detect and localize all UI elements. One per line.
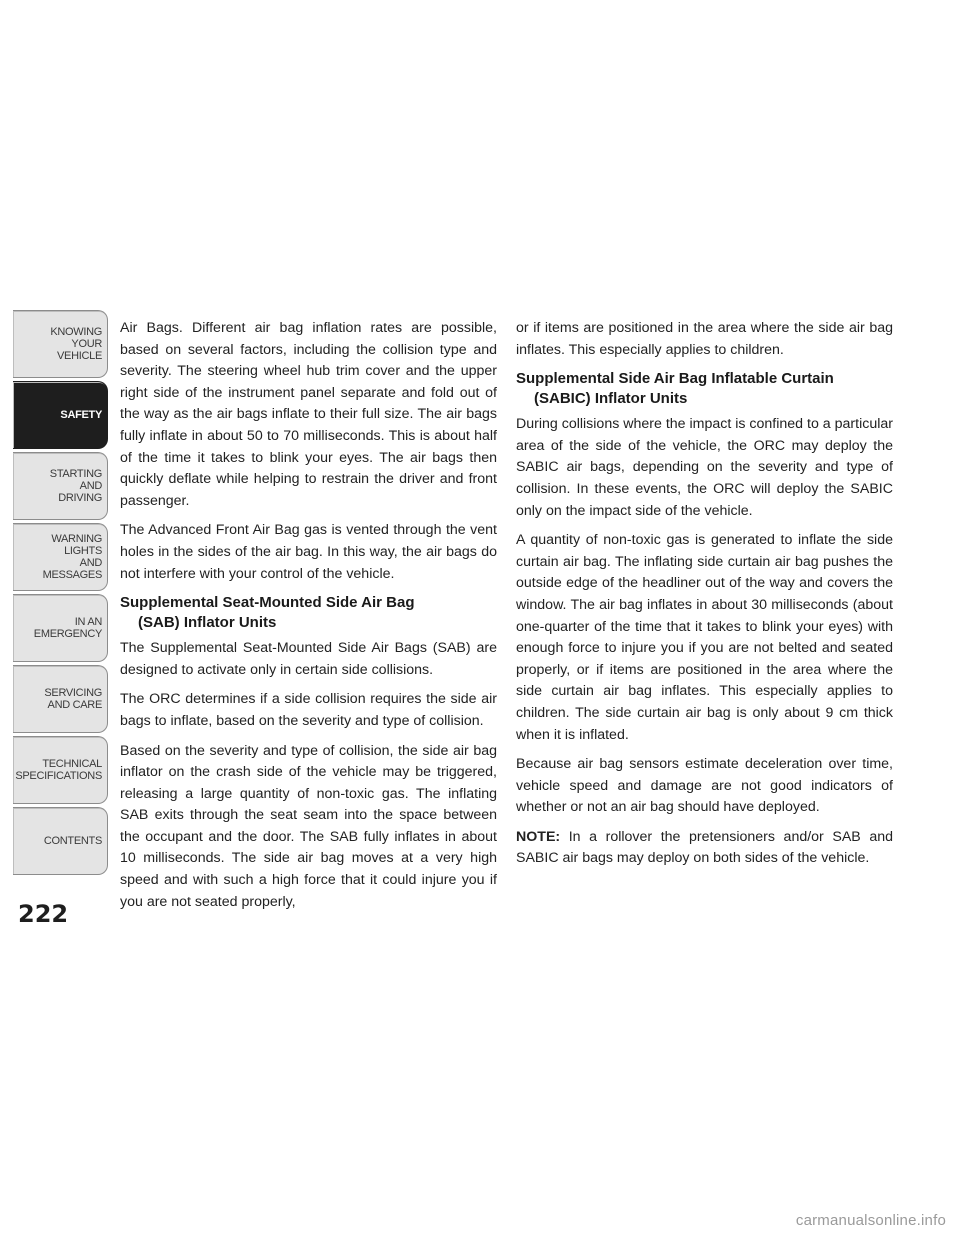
tab-warning-lights-and-messages[interactable]	[13, 523, 108, 591]
section-heading-sab	[120, 593, 497, 633]
tab-servicing-and-care[interactable]	[13, 665, 108, 733]
tab-label: WARNING LIGHTS AND MESSAGES	[42, 533, 102, 581]
left-column	[120, 318, 497, 921]
watermark: carmanualsonline.info	[795, 1212, 946, 1229]
note-paragraph	[516, 827, 893, 870]
tab-label: TECHNICAL SPECIFICATIONS	[15, 758, 102, 782]
heading-line: Supplemental Side Air Bag Inflatable Curtain	[516, 370, 834, 388]
tab-label: SAFETY	[60, 409, 102, 421]
paragraph: A quantity of non-toxic gas is generated to inflate the side curtain air bag. The inflating side curtain air bag pushes the outside edge of the headliner out of the way and covers the window. The air bag inflates in about 30 milliseconds (about one-quarter of the time that it takes to blink your eyes) with enough force to injure you if you are not belted and seated properly, or if items are positioned in the area where the side curtain air bag inflates. This especially applies to children. The side curtain air bag is only about 9 cm thick when it is inflated.	[516, 532, 893, 743]
page-number: 222	[18, 900, 69, 928]
tab-starting-and-driving[interactable]	[13, 452, 108, 520]
tab-in-an-emergency[interactable]	[13, 594, 108, 662]
tab-contents[interactable]	[13, 807, 108, 875]
paragraph: or if items are positioned in the area where the side air bag inflates. This especially applies to children.	[516, 320, 893, 358]
tab-label: SERVICING AND CARE	[44, 687, 102, 711]
tab-label: STARTING AND DRIVING	[49, 468, 102, 504]
section-tab-nav	[13, 310, 108, 878]
section-heading-sabic	[516, 369, 893, 409]
note-label: NOTE:	[516, 828, 561, 845]
paragraph: The ORC determines if a side collision requires the side air bags to inflate, based on the severity and type of collision.	[120, 691, 497, 729]
paragraph: The Advanced Front Air Bag gas is vented through the vent holes in the sides of the air bag. In this way, the air bags do not interfere with your control of the vehicle.	[120, 522, 497, 582]
right-column	[516, 318, 893, 878]
tab-label: IN AN EMERGENCY	[33, 616, 102, 640]
tab-safety[interactable]	[13, 381, 108, 449]
paragraph: During collisions where the impact is confined to a particular area of the side of the vehicle, the ORC may deploy the SABIC air bags, depending on the severity and type of collision. In these events, the ORC will deploy the SABIC only on the impact side of the vehicle.	[516, 416, 893, 519]
heading-line: Supplemental Seat-Mounted Side Air Bag	[120, 594, 415, 612]
tab-knowing-your-vehicle[interactable]	[13, 310, 108, 378]
paragraph: Based on the severity and type of collision, the side air bag inflator on the crash side of the vehicle may be triggered, releasing a large quantity of non-toxic gas. The inflating SAB exits through the seat seam into the space between the occupant and the door. The SAB fully inflates in about 10 milliseconds. The side air bag moves at a very high speed and with such a high force that it could injure you if you are not seated properly,	[120, 742, 497, 910]
tab-label: CONTENTS	[43, 835, 102, 847]
paragraph: Air Bags. Different air bag inflation rates are possible, based on several factors, including the collision type and severity. The steering wheel hub trim cover and the upper right side of the instrument panel separate and fold out of the way as the air bags inflate to their full size. The air bags fully inflate in about 50 to 70 milliseconds. This is about half of the time it takes to blink your eyes. The air bags then quickly deflate while helping to restrain the driver and front passenger.	[120, 320, 497, 509]
note-text: In a rollover the pretensioners and/or SAB and SABIC air bags may deploy on both sides of the vehicle.	[516, 828, 893, 867]
heading-line: (SAB) Inflator Units	[138, 614, 277, 632]
paragraph: The Supplemental Seat-Mounted Side Air Bags (SAB) are designed to activate only in certain side collisions.	[120, 640, 497, 678]
paragraph: Because air bag sensors estimate deceleration over time, vehicle speed and damage are not good indicators of whether or not an air bag should have deployed.	[516, 756, 893, 816]
tab-technical-specifications[interactable]	[13, 736, 108, 804]
tab-label: KNOWING YOUR VEHICLE	[50, 326, 102, 362]
heading-line: (SABIC) Inflator Units	[534, 390, 688, 408]
